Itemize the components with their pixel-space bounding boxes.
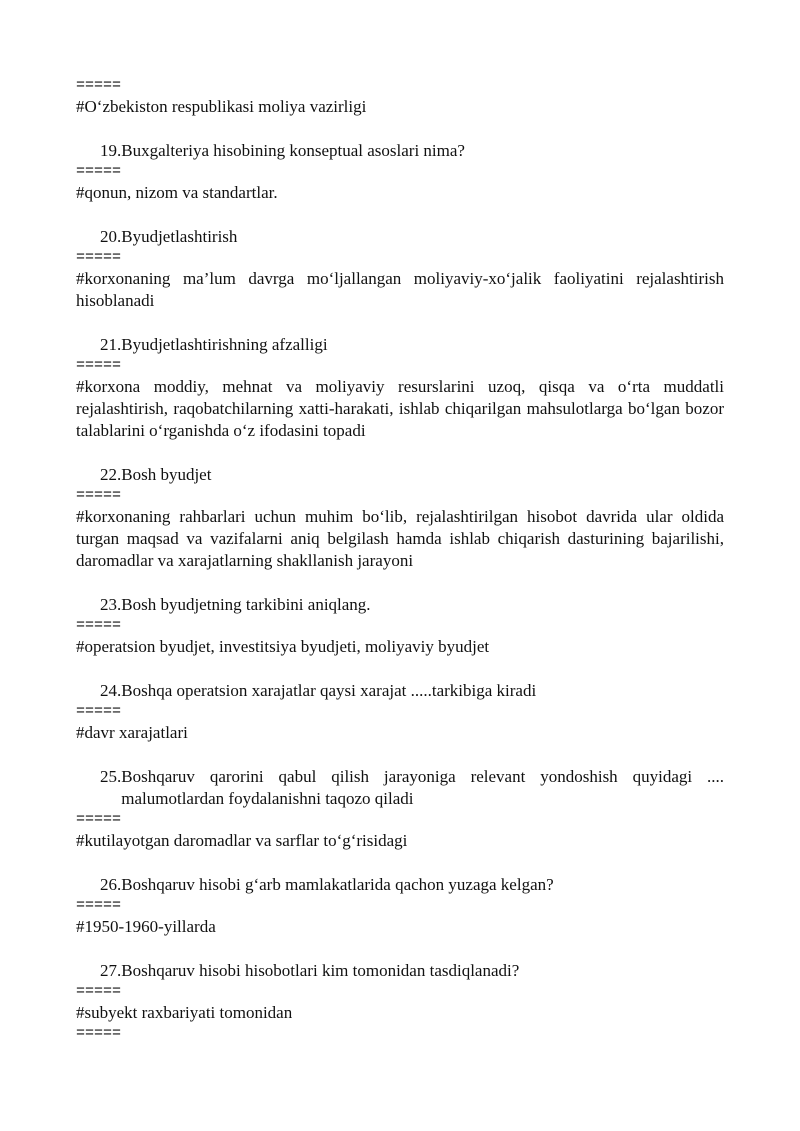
separator: ===== xyxy=(76,77,122,94)
question-text: Boshqaruv hisobi g‘arb mamlakatlarida qachon yuzaga kelgan? xyxy=(121,875,554,894)
question-block xyxy=(76,680,724,744)
answer-text: #qonun, nizom va standartlar. xyxy=(76,183,278,202)
separator: ===== xyxy=(76,487,122,504)
question-number: 24. xyxy=(100,681,122,700)
question-text: Byudjetlashtirishning afzalligi xyxy=(121,335,328,354)
separator: ===== xyxy=(76,897,122,914)
question-block xyxy=(76,874,724,938)
question-number: 26. xyxy=(100,875,122,894)
question-text: Boshqaruv qarorini qabul qilish jarayoniga relevant yondoshish quyidagi .... malumotlardan foydalanishni taqozo qiladi xyxy=(121,767,724,808)
answer-text: #davr xarajatlari xyxy=(76,723,188,742)
separator: ===== xyxy=(76,983,122,1000)
question-block xyxy=(76,226,724,312)
document-content xyxy=(76,76,724,1044)
question xyxy=(76,680,724,702)
question-number: 23. xyxy=(100,595,122,614)
question-number: 27. xyxy=(100,961,122,980)
question xyxy=(76,334,724,356)
answer-text: #O‘zbekiston respublikasi moliya vazirligi xyxy=(76,97,367,116)
separator: ===== xyxy=(76,1025,122,1042)
question-text: Bosh byudjetning tarkibini aniqlang. xyxy=(121,595,371,614)
question-number: 20. xyxy=(100,227,122,246)
separator: ===== xyxy=(76,703,122,720)
answer-text: #operatsion byudjet, investitsiya byudjeti, moliyaviy byudjet xyxy=(76,637,490,656)
separator: ===== xyxy=(76,249,122,266)
question-number: 21. xyxy=(100,335,122,354)
separator: ===== xyxy=(76,163,122,180)
separator: ===== xyxy=(76,617,122,634)
answer-text: #korxona moddiy, mehnat va moliyaviy resurslarini uzoq, qisqa va o‘rta muddatli rejalashtirish, raqobatchilarning xatti-harakati, ishlab chiqarilgan mahsulotlarga bo‘lgan bozor talablarini o‘rganishda o‘z ifodasini topadi xyxy=(76,377,724,440)
question-block xyxy=(76,464,724,572)
question-text: Boshqa operatsion xarajatlar qaysi xarajat .....tarkibiga kiradi xyxy=(121,681,537,700)
question xyxy=(76,226,724,248)
question xyxy=(76,594,724,616)
separator: ===== xyxy=(76,811,122,828)
answer-text: #korxonaning rahbarlari uchun muhim bo‘lib, rejalashtirilgan hisobot davrida ular oldida turgan maqsad va vazifalarni aniq belgilash hamda ishlab chiqarish dasturining bajarilishi, daromadlar va xarajatlarning shakllanish jarayoni xyxy=(76,507,724,570)
question-number: 19. xyxy=(100,141,122,160)
question xyxy=(76,464,724,486)
question xyxy=(76,140,724,162)
question-text: Buxgalteriya hisobining konseptual asoslari nima? xyxy=(121,141,465,160)
answer-text: #kutilayotgan daromadlar va sarflar to‘g‘risidagi xyxy=(76,831,408,850)
answer-text: #1950-1960-yillarda xyxy=(76,917,216,936)
question-number: 25. xyxy=(100,767,122,786)
question-block xyxy=(76,140,724,204)
question-block xyxy=(76,766,724,852)
question xyxy=(76,874,724,896)
answer-text: #subyekt raxbariyati tomonidan xyxy=(76,1003,293,1022)
question-text: Bosh byudjet xyxy=(121,465,212,484)
question xyxy=(76,766,724,810)
question-number: 22. xyxy=(100,465,122,484)
question xyxy=(76,960,724,982)
separator: ===== xyxy=(76,357,122,374)
question-text: Byudjetlashtirish xyxy=(121,227,238,246)
question-block xyxy=(76,594,724,658)
answer-text: #korxonaning ma’lum davrga mo‘ljallangan moliyaviy-xo‘jalik faoliyatini rejalashtirish hisoblanadi xyxy=(76,269,724,310)
question-text: Boshqaruv hisobi hisobotlari kim tomonidan tasdiqlanadi? xyxy=(121,961,520,980)
question-block xyxy=(76,334,724,442)
question-block xyxy=(76,960,724,1024)
